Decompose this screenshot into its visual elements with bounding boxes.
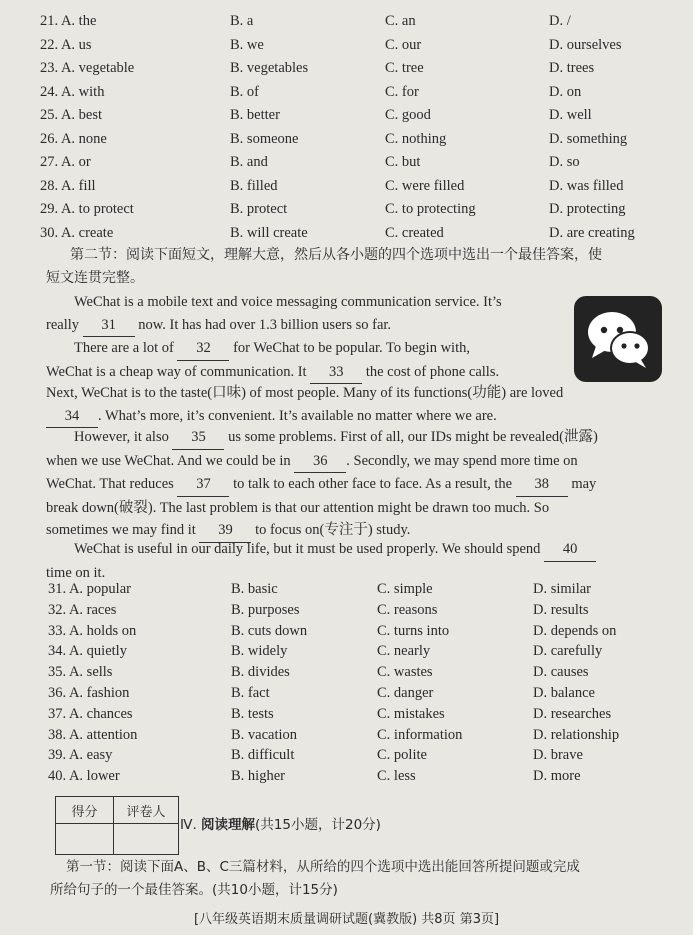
blank-36: 36	[294, 450, 346, 474]
option-d: D. depends on	[533, 622, 617, 639]
option-row	[0, 10, 693, 32]
option-row	[0, 765, 693, 787]
option-d: D. /	[549, 13, 571, 29]
option-b: B. fact	[231, 685, 270, 701]
option-a: 24. A. with	[40, 83, 105, 100]
option-b: B. vacation	[231, 726, 298, 743]
option-d: D. relationship	[533, 726, 620, 743]
option-row	[0, 724, 693, 746]
blank-34: 34	[46, 405, 98, 429]
option-b: B. purposes	[231, 601, 300, 618]
option-b: B. and	[230, 154, 268, 170]
option-d: D. ourselves	[549, 36, 622, 53]
option-b: B. a	[230, 13, 254, 29]
option-d: D. researches	[533, 705, 612, 722]
blank-37: 37	[177, 473, 229, 497]
blank-38: 38	[516, 473, 568, 497]
option-c: C. simple	[377, 581, 433, 597]
option-c: C. mistakes	[377, 705, 445, 722]
option-d: D. balance	[533, 685, 595, 701]
option-c: C. less	[377, 768, 416, 785]
score-cell	[56, 824, 114, 855]
passage-p1: WeChat is a mobile text and voice messaging communication service. It’s really 31 now. It has had over 1.3 billion users so far.	[46, 291, 566, 337]
option-b: B. higher	[231, 768, 285, 785]
passage-p3: However, it also 35 us some problems. First of all, our IDs might be revealed(泄露) when we use WeChat. And we could be in 36 . Secondly, we may spend more time on WeChat. That reduces 37 to talk to each other face to face. As a result, the 38 may break down(破裂). The last problem is that our attention might be drawn too much. So sometimes we may find it 39 to focus on(专注于) study.	[46, 426, 661, 543]
option-b: B. difficult	[231, 747, 295, 764]
option-a: 22. A. us	[40, 36, 92, 53]
option-d: D. more	[533, 768, 581, 785]
option-d: D. protecting	[549, 201, 626, 217]
option-d: D. trees	[549, 60, 595, 76]
option-row	[0, 198, 693, 220]
section4-heading: Ⅳ. 阅读理解(共15小题，计20分)	[180, 817, 381, 833]
option-a: 29. A. to protect	[40, 201, 134, 217]
option-row	[0, 599, 693, 621]
option-c: C. polite	[377, 747, 427, 764]
option-c: C. nothing	[385, 130, 447, 147]
option-a: 40. A. lower	[48, 768, 120, 785]
option-d: D. carefully	[533, 643, 603, 660]
wechat-logo-icon	[574, 296, 662, 382]
option-c: C. an	[385, 13, 416, 29]
option-a: 34. A. quietly	[48, 643, 127, 660]
option-c: C. information	[377, 726, 463, 743]
option-a: 28. A. fill	[40, 177, 96, 194]
grader-label: 评卷人	[114, 797, 179, 824]
option-b: B. better	[230, 107, 280, 123]
blank-32: 32	[177, 337, 229, 361]
option-b: B. divides	[231, 664, 290, 681]
option-c: C. danger	[377, 685, 434, 701]
option-c: C. wastes	[377, 664, 433, 681]
option-a: 23. A. vegetable	[40, 60, 135, 76]
option-row	[0, 57, 693, 79]
option-b: B. vegetables	[230, 60, 309, 76]
option-row	[0, 703, 693, 725]
option-row	[0, 640, 693, 662]
option-c: C. were filled	[385, 177, 465, 194]
grader-cell	[114, 824, 179, 855]
option-a: 37. A. chances	[48, 705, 133, 722]
option-a: 35. A. sells	[48, 664, 113, 681]
score-table	[55, 796, 179, 855]
blank-40: 40	[544, 538, 596, 562]
option-c: C. reasons	[377, 601, 438, 618]
blank-39: 39	[199, 519, 251, 543]
option-c: C. our	[385, 36, 422, 53]
option-row	[0, 128, 693, 150]
option-row	[0, 104, 693, 126]
option-d: D. similar	[533, 581, 591, 597]
option-a: 33. A. holds on	[48, 622, 137, 639]
option-b: B. of	[230, 83, 259, 100]
option-d: D. brave	[533, 747, 583, 764]
option-b: B. someone	[230, 130, 299, 147]
option-b: B. protect	[230, 201, 288, 217]
option-a: 38. A. attention	[48, 726, 138, 743]
option-a: 26. A. none	[40, 130, 107, 147]
option-d: D. on	[549, 83, 582, 100]
option-a: 21. A. the	[40, 13, 97, 29]
option-b: B. widely	[231, 643, 288, 660]
option-c: C. to protecting	[385, 201, 476, 217]
option-b: B. basic	[231, 581, 278, 597]
option-c: C. created	[385, 224, 444, 241]
option-row	[0, 578, 693, 600]
option-b: B. we	[230, 36, 264, 53]
page-footer: [八年级英语期末质量调研试题(冀教版) 共8页 第3页]	[193, 912, 500, 927]
option-a: 25. A. best	[40, 107, 103, 123]
option-a: 39. A. easy	[48, 747, 113, 764]
option-a: 27. A. or	[40, 154, 91, 170]
option-row	[0, 620, 693, 642]
blank-31: 31	[83, 314, 135, 338]
passage-p4: WeChat is useful in our daily life, but it must be used properly. We should spend 40 time on it.	[46, 538, 661, 584]
option-row	[0, 34, 693, 56]
option-row	[0, 682, 693, 704]
option-c: C. good	[385, 107, 431, 123]
option-b: B. tests	[231, 705, 274, 722]
option-d: D. was filled	[549, 177, 624, 194]
option-d: D. causes	[533, 664, 589, 681]
option-d: D. something	[549, 130, 628, 147]
option-c: C. turns into	[377, 622, 450, 639]
option-row	[0, 151, 693, 173]
option-d: D. well	[549, 107, 592, 123]
blank-35: 35	[172, 426, 224, 450]
option-a: 32. A. races	[48, 601, 117, 618]
passage-p2: There are a lot of 32 for WeChat to be popular. To begin with, WeChat is a cheap way of communication. It 33 the cost of phone calls.	[46, 337, 561, 384]
option-d: D. are creating	[549, 224, 635, 241]
score-label: 得分	[56, 797, 114, 824]
option-c: C. nearly	[377, 643, 431, 660]
option-b: B. cuts down	[231, 622, 308, 639]
section2-intro: 第二节：阅读下面短文，理解大意，然后从各小题的四个选项中选出一个最佳答案，使 短文连贯完整。	[46, 247, 602, 286]
option-row	[0, 175, 693, 197]
option-row	[0, 222, 693, 244]
section4-intro: 第一节：阅读下面A、B、C三篇材料，从所给的四个选项中选出能回答所提问题或完成 所给句子的一个最佳答案。(共10小题，计15分)	[50, 859, 580, 898]
option-c: C. but	[385, 154, 421, 170]
option-d: D. so	[549, 154, 580, 170]
blank-33: 33	[310, 361, 362, 385]
passage-p2-cont: Next, WeChat is to the taste(口味) of most people. Many of its functions(功能) are loved 34 . What’s more, it’s convenient. It’s available no matter where we are.	[46, 382, 661, 428]
option-row	[0, 81, 693, 103]
option-b: B. filled	[230, 177, 278, 194]
option-b: B. will create	[230, 224, 308, 241]
option-c: C. for	[385, 83, 419, 100]
option-d: D. results	[533, 601, 589, 618]
option-row	[0, 744, 693, 766]
option-a: 31. A. popular	[48, 581, 131, 597]
option-a: 36. A. fashion	[48, 685, 130, 701]
option-a: 30. A. create	[40, 224, 114, 241]
option-row	[0, 661, 693, 683]
option-c: C. tree	[385, 60, 424, 76]
